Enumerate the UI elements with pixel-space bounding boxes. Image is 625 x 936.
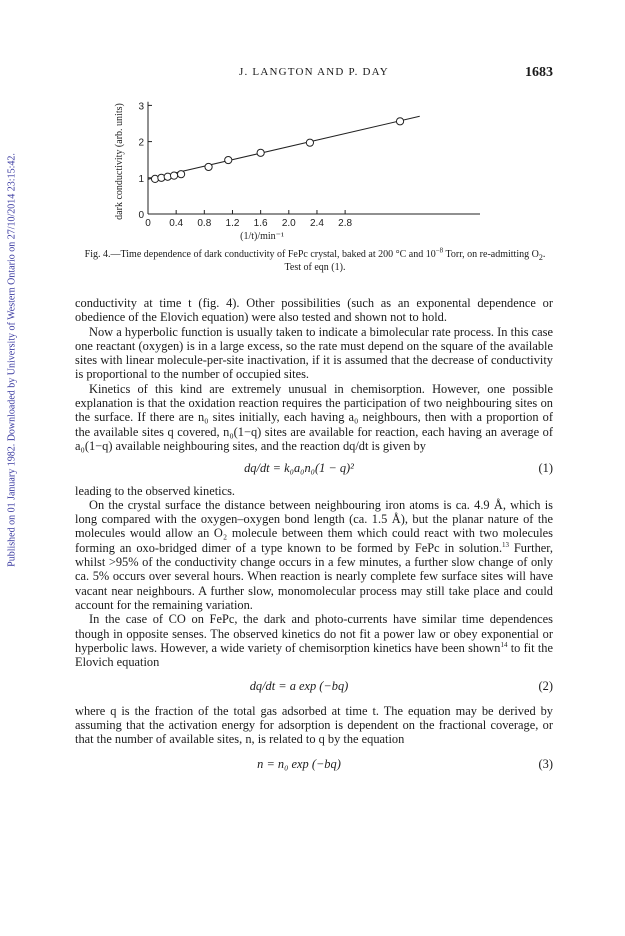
- equation-2: [75, 679, 553, 693]
- download-watermark-text: Published on 01 January 1982. Downloaded by University of Western Ontario on 27/10/2014 23:15:42.: [6, 153, 18, 567]
- equation-1-expression: dq/dt = k₀a₀n₀(1 − q)²: [244, 461, 354, 476]
- equation-3-expression: n = n₀ exp (−bq): [257, 756, 341, 771]
- x-axis-label: (1/t)/min⁻¹: [240, 231, 284, 242]
- y-tick-label: 2: [138, 137, 144, 149]
- paragraph-6: [75, 612, 553, 669]
- x-tick-label: 0.8: [197, 218, 212, 229]
- figure-caption: [80, 248, 550, 274]
- x-tick-label: 0: [145, 218, 151, 229]
- y-tick-label: 3: [138, 101, 144, 113]
- paragraph-1: conductivity at time t (fig. 4). Other possibilities (such as an exponental dependence or obedience of the Elovich equation) were also tested and shown not to hold.: [75, 296, 553, 325]
- x-tick-label: 1.2: [225, 218, 240, 229]
- equation-1-number: (1): [538, 461, 553, 476]
- download-watermark: [4, 110, 20, 610]
- data-point: [396, 118, 403, 125]
- y-axis-label: dark conductivity (arb. units): [114, 103, 125, 220]
- data-point: [225, 156, 232, 163]
- reference-13: 13: [502, 540, 510, 549]
- y-tick-label: 0: [138, 210, 144, 221]
- x-tick-label: 2.4: [310, 218, 324, 229]
- equation-2-number: (2): [538, 679, 553, 694]
- caption-exponent: −8: [435, 246, 444, 255]
- data-point: [257, 149, 264, 156]
- paragraph-5: [75, 498, 553, 612]
- paragraph-3: Kinetics of this kind are extremely unusual in chemisorption. However, one possible explanation is that the oxidation reaction requires the participation of two neighbouring sites on the surface. If there are n₀ sites initially, each having a₀ neighbours, then with a proportion of the available sites q covered, n₀(1−q) sites are available for reaction, each having an average of a₀(1−q) available neighbouring sites, and the reaction dq/dt is given by: [75, 381, 553, 453]
- fit-line: [148, 116, 420, 179]
- caption-text-3: . Test of eqn (1).: [284, 249, 546, 273]
- paragraph-5-text-b: Further, whilst >95% of the conductivity change occurs in a few minutes, a further slow change of only ca. 5% occurs over several hours. When reaction is nearly complete few surface sites will have vacant near neighbours. A further slow, monomolecular process may still take place and could account for the remaining variation.: [75, 540, 553, 612]
- conductivity-chart: [110, 92, 490, 242]
- paragraph-2: Now a hyperbolic function is usually taken to indicate a bimolecular rate process. In this case one reactant (oxygen) is in a large excess, so the rate must depend on the square of the available sites with linear molecule-per-site inactivation, if it is assumed that the decrease of conductivity is proportional to the number of occupied sites.: [75, 324, 553, 382]
- x-tick-label: 1.6: [253, 218, 268, 229]
- caption-text-1: —Time dependence of dark conductivity of FePc crystal, baked at 200 °C and 10: [110, 249, 436, 260]
- equation-1: [75, 461, 553, 475]
- data-point: [306, 139, 313, 146]
- data-point: [170, 172, 177, 179]
- paragraph-7: where q is the fraction of the total gas adsorbed at time t. The equation may be derived by assuming that the activation energy for adsorption is dependent on the fractional coverage, or that the number of available sites, n, is related to q by the equation: [75, 703, 553, 747]
- page-number: 1683: [525, 65, 553, 80]
- paragraph-6-text-b: to fit the Elovich equation: [75, 640, 553, 670]
- caption-subscript: 2: [538, 253, 543, 262]
- caption-text-2: Torr, on re-admitting O: [443, 249, 539, 260]
- paragraph-6-text-a: In the case of CO on FePc, the dark and photo-currents have similar time dependences though in opposite senses. The observed kinetics do not fit a power law or obey exponential or hyperbolic laws. However, a wide variety of chemisorption kinetics have been shown: [75, 612, 553, 655]
- data-point: [177, 171, 184, 178]
- paragraph-4: leading to the observed kinetics.: [75, 483, 236, 498]
- x-tick-label: 0.4: [169, 218, 184, 229]
- reference-14: 14: [500, 640, 508, 649]
- article-body: [75, 296, 553, 781]
- x-tick-label: 2.0: [281, 218, 296, 229]
- running-head: J. LANGTON AND P. DAY: [239, 66, 389, 78]
- data-point: [205, 163, 212, 170]
- equation-3: [75, 757, 553, 771]
- page-header: [75, 66, 553, 82]
- y-tick-label: 1: [138, 173, 144, 185]
- equation-3-number: (3): [538, 756, 553, 771]
- equation-2-expression: dq/dt = a exp (−bq): [249, 679, 349, 694]
- x-tick-label: 2.8: [338, 218, 353, 229]
- figure-label: Fig. 4.: [84, 249, 111, 260]
- paragraph-5-text-a: On the crystal surface the distance between neighbouring iron atoms is ca. 4.9 Å, which is long compared with the oxygen–oxygen bond length (ca. 1.5 Å), but the planar nature of the molecules would allow an O₂ molecule between them which could react with two molecules forming an oxo-bridged dimer of a type known to be formed by FePc in solution.: [75, 497, 553, 555]
